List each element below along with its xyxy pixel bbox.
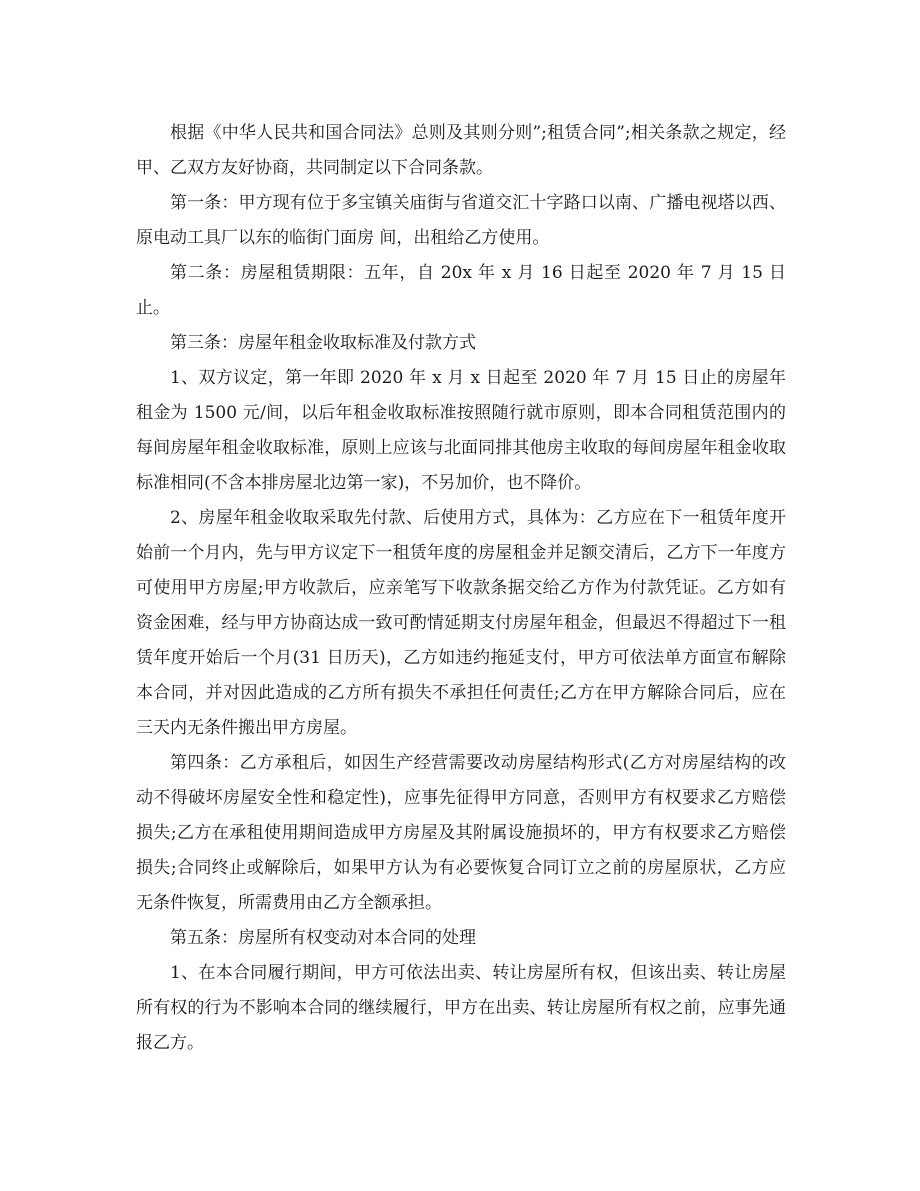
paragraph-article-3-item-2: 2、房屋年租金收取采取先付款、后使用方式，具体为：乙方应在下一租赁年度开始前一个月内，先与甲方议定下一租赁年度的房屋租金并足额交清后，乙方下一年度方可使用甲方房屋;甲方收款后，应亲笔写下收款条据交给乙方作为付款凭证。乙方如有资金困难，经与甲方协商达成一致可酌情延期支付房屋年租金，但最迟不得超过下一租赁年度开始后一个月(31 日历天)，乙方如违约拖延支付，甲方可依法单方面宣布解除本合同，并对因此造成的乙方所有损失不承担任何责任;乙方在甲方解除合同后，应在三天内无条件搬出甲方房屋。 xyxy=(136,508,786,738)
paragraph-article-5-heading: 第五条：房屋所有权变动对本合同的处理 xyxy=(170,928,476,948)
document-body xyxy=(136,116,786,1061)
paragraph-article-4: 第四条：乙方承租后，如因生产经营需要改动房屋结构形式(乙方对房屋结构的改动不得破坏房屋安全性和稳定性)，应事先征得甲方同意，否则甲方有权要求乙方赔偿损失;乙方在承租使用期间造成甲方房屋及其附属设施损坏的，甲方有权要求乙方赔偿损失;合同终止或解除后，如果甲方认为有必要恢复合同订立之前的房屋原状，乙方应无条件恢复，所需费用由乙方全额承担。 xyxy=(136,753,786,913)
paragraph-article-1: 第一条：甲方现有位于多宝镇关庙街与省道交汇十字路口以南、广播电视塔以西、原电动工具厂以东的临街门面房 间，出租给乙方使用。 xyxy=(136,193,786,248)
paragraph-article-3-item-1: 1、双方议定，第一年即 2020 年 x 月 x 日起至 2020 年 7 月 15 日止的房屋年租金为 1500 元/间，以后年租金收取标准按照随行就市原则，即本合同租赁范围内的每间房屋年租金收取标准，原则上应该与北面同排其他房主收取的每间房屋年租金收取标准相同(不含本排房屋北边第一家)，不另加价，也不降价。 xyxy=(136,368,786,493)
paragraph-article-2: 第二条：房屋租赁期限：五年，自 20x 年 x 月 16 日起至 2020 年 7 月 15 日止。 xyxy=(136,263,786,318)
paragraph-article-3-heading: 第三条：房屋年租金收取标准及付款方式 xyxy=(170,333,476,353)
paragraph-preamble: 根据《中华人民共和国合同法》总则及其则分则”;租赁合同”;相关条款之规定，经甲、乙双方友好协商，共同制定以下合同条款。 xyxy=(136,123,786,178)
paragraph-article-5-item-1: 1、在本合同履行期间，甲方可依法出卖、转让房屋所有权，但该出卖、转让房屋所有权的行为不影响本合同的继续履行，甲方在出卖、转让房屋所有权之前，应事先通报乙方。 xyxy=(136,963,786,1053)
